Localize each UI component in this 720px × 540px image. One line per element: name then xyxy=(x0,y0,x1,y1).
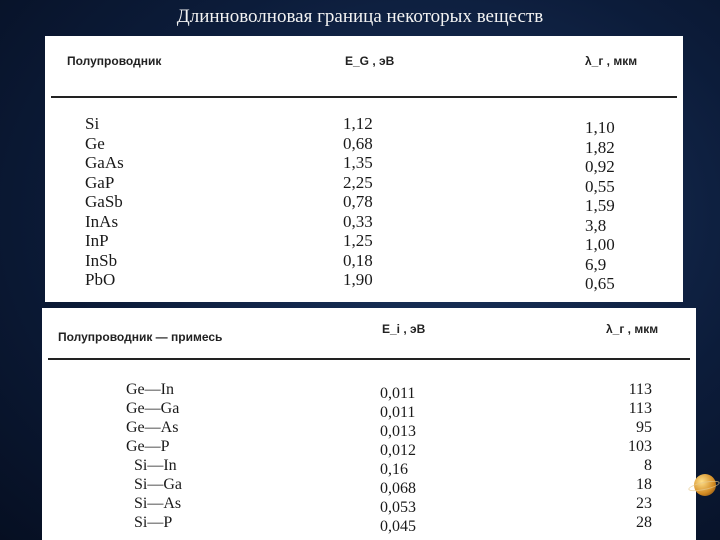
table-cell: 1,00 xyxy=(585,235,615,254)
table-cell: GaSb xyxy=(85,192,123,211)
header-wavelength: λ_г , мкм xyxy=(606,322,659,336)
table-cell: 0,92 xyxy=(585,157,615,176)
table-cell: InSb xyxy=(85,250,118,270)
material-column xyxy=(126,380,236,532)
table-cell: 113 xyxy=(628,400,652,417)
table-cell: 0,18 xyxy=(343,250,373,270)
material-column xyxy=(85,114,205,290)
table-cell: 0,78 xyxy=(343,192,373,211)
table-cell: 8 xyxy=(644,457,652,474)
table-cell: Si—As xyxy=(134,495,182,512)
table-cell: 1,12 xyxy=(343,114,373,133)
table-cell: 1,82 xyxy=(585,137,615,157)
header-rule xyxy=(48,358,690,360)
band-gap-table xyxy=(45,36,683,302)
table-cell: 28 xyxy=(636,514,652,531)
table-cell: 1,90 xyxy=(343,270,373,289)
table-cell: 1,59 xyxy=(585,196,615,215)
wavelength-column xyxy=(602,380,652,532)
table-cell: Ge xyxy=(85,133,105,153)
header-wavelength: λ_г , мкм xyxy=(585,54,638,68)
table-cell: 0,68 xyxy=(343,133,373,153)
table-cell: 1,35 xyxy=(343,153,373,172)
table-cell: 6,9 xyxy=(585,254,607,274)
table-cell: 0,65 xyxy=(585,274,615,293)
table-cell: 0,013 xyxy=(380,423,416,440)
table-cell: 1,10 xyxy=(585,118,615,137)
table-cell: 23 xyxy=(636,495,652,512)
table-cell: Si—In xyxy=(134,457,177,474)
table-cell: GaAs xyxy=(85,153,124,172)
table-cell: InAs xyxy=(85,211,119,231)
table-cell: Ge—P xyxy=(126,438,170,455)
table-cell: 0,053 xyxy=(380,499,416,516)
table-cell: InP xyxy=(85,231,109,250)
table-cell: 0,55 xyxy=(585,176,615,196)
table-cell: 1,25 xyxy=(343,231,373,250)
impurity-table xyxy=(42,308,696,540)
table-cell: Ge—Ga xyxy=(126,400,180,417)
table-cell: 95 xyxy=(636,419,652,436)
table-cell: 113 xyxy=(628,381,652,398)
table-cell: 2,25 xyxy=(343,172,373,192)
table-cell: 0,33 xyxy=(343,211,373,231)
table-cell: 0,011 xyxy=(380,404,416,421)
header-energy: E_G , эВ xyxy=(345,54,395,68)
table-cell: Ge—As xyxy=(126,419,179,436)
table-cell: Ge—In xyxy=(126,381,174,398)
table-cell: Si—Ga xyxy=(134,476,182,493)
wavelength-column xyxy=(585,118,665,294)
table-cell: 0,045 xyxy=(380,518,416,535)
header-material: Полупроводник — примесь xyxy=(58,330,223,344)
table-cell: PbO xyxy=(85,270,116,289)
energy-column xyxy=(380,384,460,536)
table-cell: 103 xyxy=(628,438,652,455)
slide-title: Длинноволновая граница некоторых веществ xyxy=(176,6,544,27)
table-cell: Si—P xyxy=(134,514,173,531)
table-cell: 0,16 xyxy=(380,461,408,478)
table-cell: 0,011 xyxy=(380,385,416,402)
header-energy: E_i , эВ xyxy=(382,322,426,336)
energy-column xyxy=(343,114,423,290)
table-cell: GaP xyxy=(85,172,115,192)
table-cell: Si xyxy=(85,114,100,133)
table-cell: 18 xyxy=(636,476,652,493)
table-cell: 0,068 xyxy=(380,480,416,497)
table-cell: 3,8 xyxy=(585,215,607,235)
header-material: Полупроводник xyxy=(67,54,162,68)
table-cell: 0,012 xyxy=(380,442,416,459)
header-rule xyxy=(51,96,677,98)
